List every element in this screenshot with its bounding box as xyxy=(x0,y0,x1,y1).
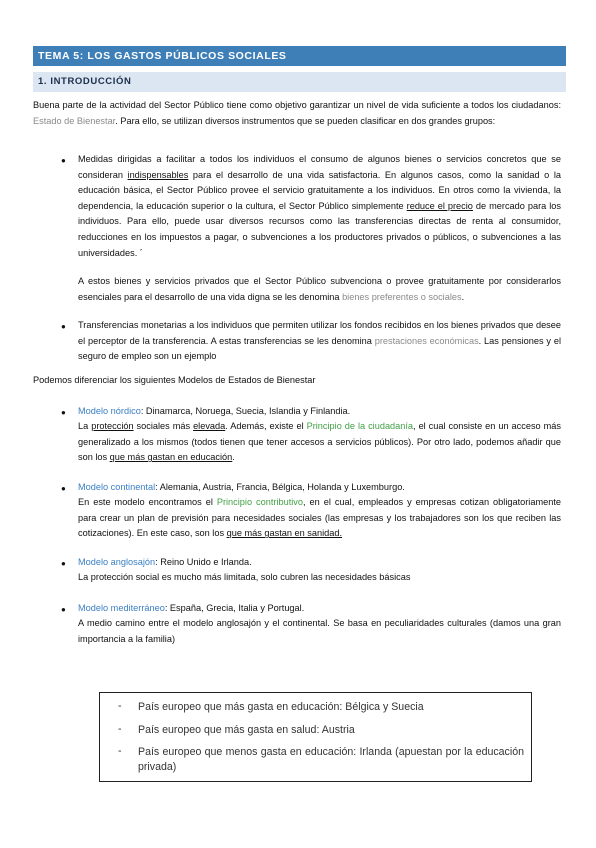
model-nordic-title xyxy=(78,404,561,420)
model-text: . xyxy=(232,452,235,463)
model-anglo-description: La protección social es mucho más limitada, solo cubren las necesidades básicas xyxy=(78,572,411,582)
document-title: TEMA 5: LOS GASTOS PÚBLICOS SOCIALES xyxy=(33,46,566,66)
intro-text-end: . Para ello, se utilizan diversos instrumentos que se pueden clasificar en dos grandes grupos: xyxy=(115,115,496,126)
model-continental-description xyxy=(78,495,561,542)
models-intro: Podemos diferenciar los siguientes Modelos de Estados de Bienestar xyxy=(33,375,316,385)
bullet-text: de mercado para los individuos. Para ello, puede usar diversos recursos como las transferencias directas de renta al consumidor, reducciones en los impuestos a pagar, o subvenciones a los productores privados o públicos, o subvenciones a las universidades. ´ xyxy=(78,200,561,258)
prestaciones-term: prestaciones económicas xyxy=(374,335,479,346)
model-nordic-description xyxy=(78,419,561,466)
bullet-text: . Las pensiones y el seguro de empleo son un ejemplo xyxy=(78,335,561,362)
underlined-term: que más gastan en educación xyxy=(109,452,233,463)
model-countries: : Reino Unido e Irlanda. xyxy=(155,557,252,567)
summary-item: País europeo que más gasta en educación: Bélgica y Suecia xyxy=(138,701,424,713)
bullet-text: para el desarrollo de una vida satisfactoria. En algunos casos, como la sanidad o la educación básica, el Sector Público provee el servicio gratuitamente a los individuos. En otros como la vivienda, la dependencia, la educación superior o la cultura, el Sector Público simplemente xyxy=(78,169,561,211)
model-countries: : España, Grecia, Italia y Portugal. xyxy=(164,603,305,613)
model-countries: : Dinamarca, Noruega, Suecia, Islandia y Finlandia. xyxy=(140,406,351,416)
paragraph-text: A estos bienes y servicios privados que el Sector Público subvenciona o provee gratuitamente por considerarlos esenciales para el desarrollo de una vida digna se les denomina xyxy=(78,276,561,302)
bienes-preferentes-paragraph xyxy=(78,274,561,305)
model-text: La xyxy=(78,421,92,431)
intro-text: Buena parte de la actividad del Sector Público tiene como objetivo garantizar un nivel de vida suficiente a todos los ciudadanos: xyxy=(33,100,561,110)
summary-item: País europeo que más gasta en salud: Austria xyxy=(138,724,355,736)
dash-marker: - xyxy=(118,723,122,735)
model-med-description: A medio camino entre el modelo anglosajón y el continental. Se basa en peculiaridades culturales (damos una gran importancia a la familia) xyxy=(78,618,561,644)
underlined-term: elevada xyxy=(193,421,226,431)
model-name: Modelo continental xyxy=(78,482,156,492)
summary-box xyxy=(99,692,532,782)
underlined-term: reduce el precio xyxy=(406,200,473,211)
bullet-icon: ● xyxy=(61,408,66,417)
model-text: En este modelo encontramos el xyxy=(78,497,217,507)
bullet-icon: ● xyxy=(61,605,66,614)
model-text: . Además, existe el xyxy=(225,421,307,431)
section-heading: 1. INTRODUCCIÓN xyxy=(33,72,566,92)
bullet-icon: ● xyxy=(61,484,66,493)
principle-term: Principio de la ciudadanía xyxy=(306,421,414,431)
intro-paragraph xyxy=(33,98,561,129)
bullet-text: Medidas dirigidas a facilitar a todos los individuos el consumo de algunos bienes o servicios concretos que se consideran xyxy=(78,154,561,180)
model-countries: : Alemania, Austria, Francia, Bélgica, Holanda y Luxemburgo. xyxy=(155,482,405,492)
model-name: Modelo anglosajón xyxy=(78,557,156,567)
paragraph-text: . xyxy=(461,291,465,302)
bullet-medidas xyxy=(78,152,561,261)
model-text: sociales más xyxy=(133,421,194,431)
model-anglo-title xyxy=(78,555,561,571)
bullet-icon: ● xyxy=(61,322,66,331)
principle-term: Principio contributivo xyxy=(216,497,304,507)
dash-marker: - xyxy=(118,700,122,712)
underlined-term: indispensables xyxy=(127,169,189,180)
underlined-term: que más gastan en sanidad. xyxy=(226,528,343,539)
underlined-term: protección xyxy=(91,421,134,431)
model-name: Modelo mediterráneo xyxy=(78,603,165,613)
bullet-transferencias xyxy=(78,318,561,365)
model-med-title xyxy=(78,601,561,617)
estado-bienestar-term: Estado de Bienestar xyxy=(33,115,116,126)
bienes-preferentes-term: bienes preferentes o sociales xyxy=(342,291,462,302)
model-text: , el cual consiste en un acceso más generalizado a los mismos (todos tienen que tener accesos a servicios públicos). Por otro lado, podemos añadir que son los xyxy=(78,421,561,463)
bullet-text: Transferencias monetarias a los individuos que permiten utilizar los fondos recibidos en los bienes privados que desee el perceptor de la transferencia. A estas transferencias se les denomina xyxy=(78,320,561,346)
model-name: Modelo nórdico xyxy=(78,406,141,416)
bullet-icon: ● xyxy=(61,559,66,568)
dash-marker: - xyxy=(118,745,122,757)
model-text: , en el cual, empleados y empresas cotizan obligatoriamente para crear un plan de previsión para necesidades sociales (las empresas y los trabajadores son los que reciben las cotizaciones). En este caso, son los xyxy=(78,497,561,539)
model-continental-title xyxy=(78,480,561,496)
summary-item: País europeo que menos gasta en educación: Irlanda (apuestan por la educación privada) xyxy=(138,746,524,773)
bullet-icon: ● xyxy=(61,156,66,165)
